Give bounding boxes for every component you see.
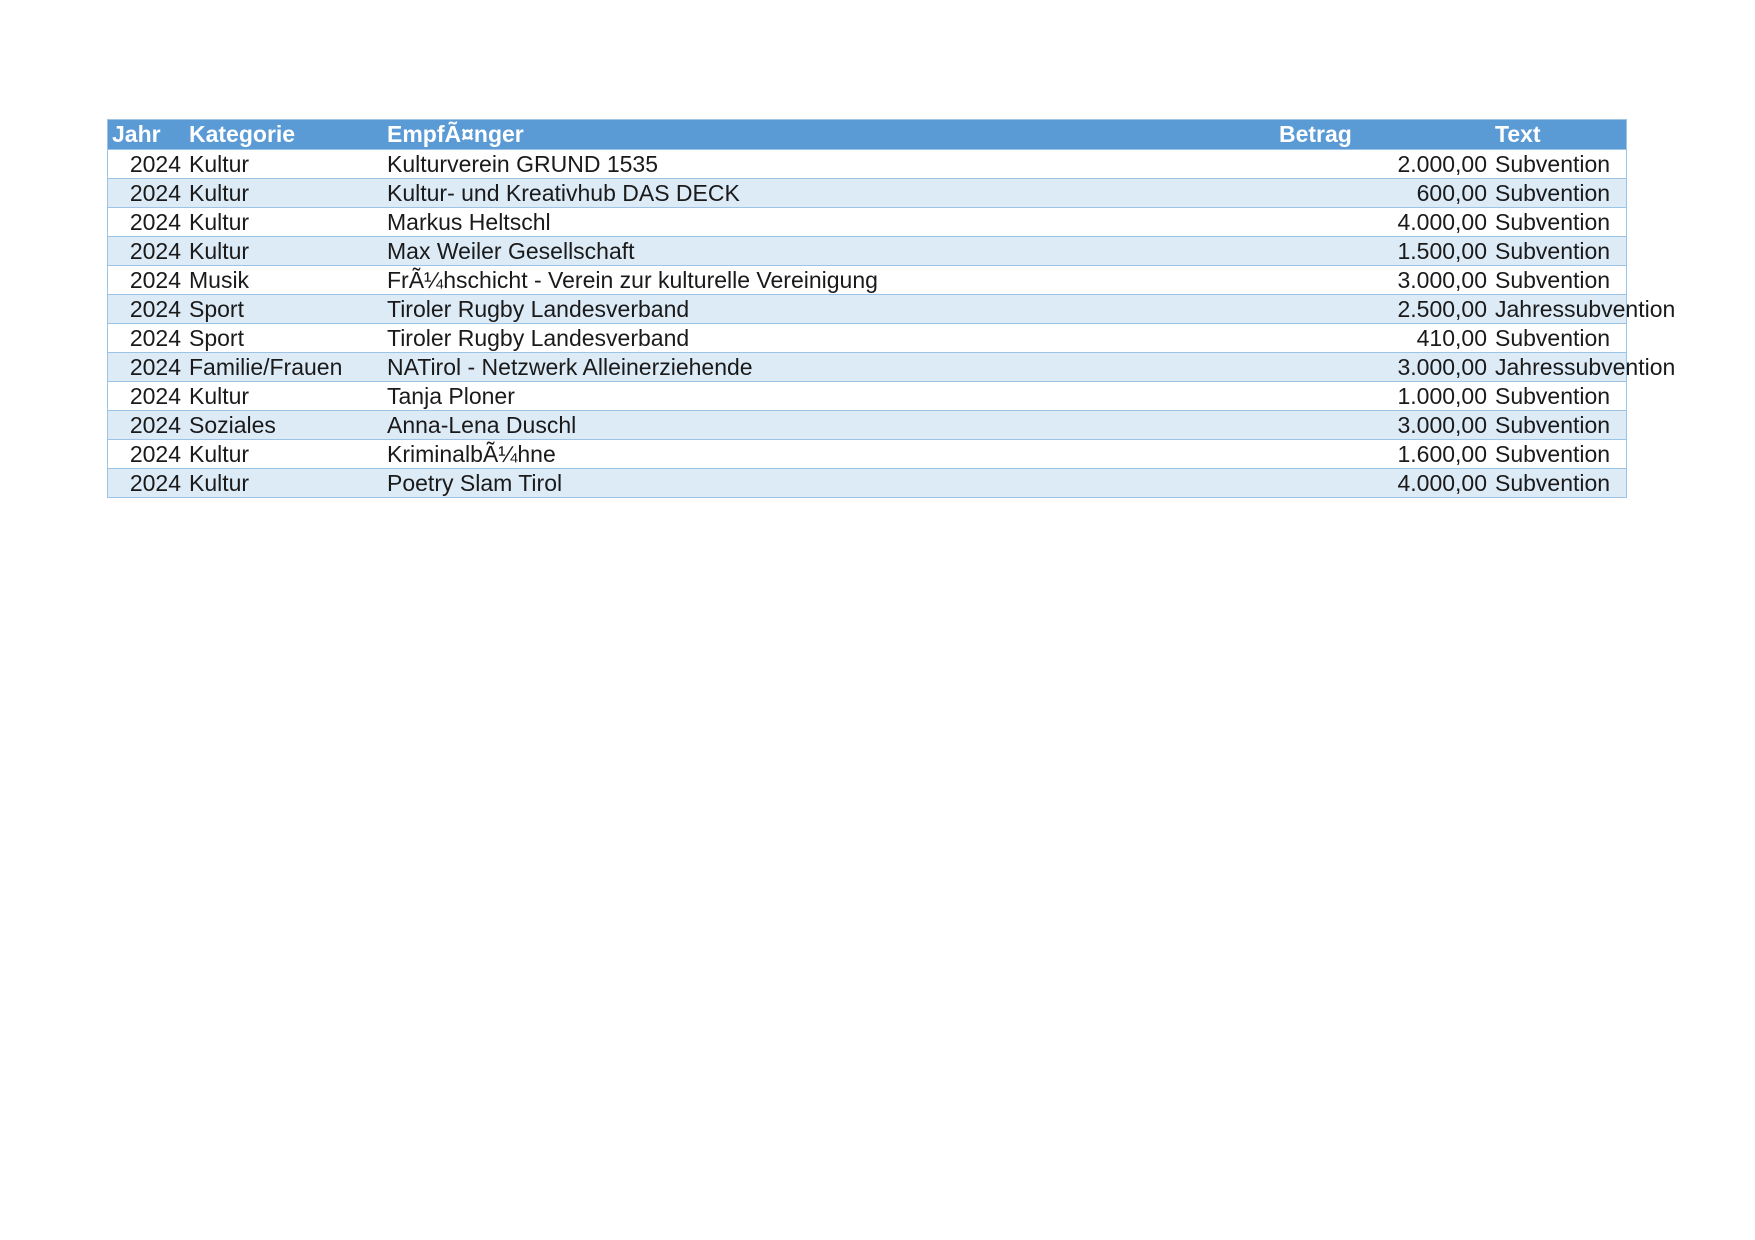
cell-kategorie: Kultur xyxy=(185,150,383,179)
cell-betrag: 3.000,00 xyxy=(1243,411,1491,440)
cell-text: Jahressubvention xyxy=(1491,353,1626,382)
header-jahr: Jahr xyxy=(108,120,185,150)
cell-text: Subvention xyxy=(1491,237,1626,266)
table-row xyxy=(108,237,1626,266)
table-row xyxy=(108,469,1626,498)
cell-text: Subvention xyxy=(1491,179,1626,208)
cell-jahr: 2024 xyxy=(108,353,185,382)
cell-betrag: 2.500,00 xyxy=(1243,295,1491,324)
table-row xyxy=(108,324,1626,353)
cell-betrag: 2.000,00 xyxy=(1243,150,1491,179)
cell-empfaenger: Markus Heltschl xyxy=(383,208,1243,237)
cell-kategorie: Soziales xyxy=(185,411,383,440)
cell-jahr: 2024 xyxy=(108,266,185,295)
cell-text: Subvention xyxy=(1491,150,1626,179)
cell-kategorie: Sport xyxy=(185,324,383,353)
cell-kategorie: Familie/Frauen xyxy=(185,353,383,382)
cell-kategorie: Kultur xyxy=(185,469,383,498)
cell-text: Subvention xyxy=(1491,208,1626,237)
cell-jahr: 2024 xyxy=(108,237,185,266)
cell-jahr: 2024 xyxy=(108,469,185,498)
cell-kategorie: Sport xyxy=(185,295,383,324)
table-row xyxy=(108,440,1626,469)
cell-betrag: 1.500,00 xyxy=(1243,237,1491,266)
cell-kategorie: Kultur xyxy=(185,382,383,411)
cell-text: Subvention xyxy=(1491,382,1626,411)
cell-jahr: 2024 xyxy=(108,208,185,237)
cell-empfaenger: Kulturverein GRUND 1535 xyxy=(383,150,1243,179)
cell-text: Subvention xyxy=(1491,324,1626,353)
table-row xyxy=(108,150,1626,179)
cell-betrag: 3.000,00 xyxy=(1243,266,1491,295)
cell-empfaenger: Poetry Slam Tirol xyxy=(383,469,1243,498)
table-header-row xyxy=(108,120,1626,150)
cell-empfaenger: NATirol - Netzwerk Alleinerziehende xyxy=(383,353,1243,382)
cell-betrag: 3.000,00 xyxy=(1243,353,1491,382)
cell-jahr: 2024 xyxy=(108,179,185,208)
header-text: Text xyxy=(1491,120,1626,150)
cell-betrag: 4.000,00 xyxy=(1243,469,1491,498)
cell-text: Subvention xyxy=(1491,266,1626,295)
subsidy-table xyxy=(108,120,1676,497)
cell-betrag: 1.600,00 xyxy=(1243,440,1491,469)
table-row xyxy=(108,179,1626,208)
cell-kategorie: Kultur xyxy=(185,440,383,469)
header-kategorie: Kategorie xyxy=(185,120,383,150)
cell-jahr: 2024 xyxy=(108,411,185,440)
cell-kategorie: Kultur xyxy=(185,208,383,237)
cell-kategorie: Kultur xyxy=(185,237,383,266)
table-row xyxy=(108,295,1626,324)
cell-betrag: 410,00 xyxy=(1243,324,1491,353)
cell-text: Subvention xyxy=(1491,469,1626,498)
table-row xyxy=(108,382,1626,411)
table-row xyxy=(108,411,1626,440)
cell-betrag: 600,00 xyxy=(1243,179,1491,208)
cell-jahr: 2024 xyxy=(108,382,185,411)
subsidy-table-container xyxy=(107,119,1676,498)
cell-text: Subvention xyxy=(1491,411,1626,440)
cell-betrag: 4.000,00 xyxy=(1243,208,1491,237)
cell-kategorie: Musik xyxy=(185,266,383,295)
cell-jahr: 2024 xyxy=(108,295,185,324)
cell-kategorie: Kultur xyxy=(185,179,383,208)
cell-text: Subvention xyxy=(1491,440,1626,469)
cell-betrag: 1.000,00 xyxy=(1243,382,1491,411)
cell-jahr: 2024 xyxy=(108,440,185,469)
header-betrag: Betrag xyxy=(1243,120,1491,150)
table-row xyxy=(108,353,1626,382)
cell-empfaenger: Tanja Ploner xyxy=(383,382,1243,411)
cell-text: Jahressubvention xyxy=(1491,295,1626,324)
cell-jahr: 2024 xyxy=(108,150,185,179)
cell-empfaenger: Tiroler Rugby Landesverband xyxy=(383,295,1243,324)
cell-empfaenger: FrÃ¼hschicht - Verein zur kulturelle Vereinigung xyxy=(383,266,1243,295)
table-row xyxy=(108,266,1626,295)
cell-jahr: 2024 xyxy=(108,324,185,353)
cell-empfaenger: KriminalbÃ¼hne xyxy=(383,440,1243,469)
cell-empfaenger: Tiroler Rugby Landesverband xyxy=(383,324,1243,353)
cell-empfaenger: Anna-Lena Duschl xyxy=(383,411,1243,440)
cell-empfaenger: Kultur- und Kreativhub DAS DECK xyxy=(383,179,1243,208)
table-row xyxy=(108,208,1626,237)
header-empfaenger: EmpfÃ¤nger xyxy=(383,120,1243,150)
cell-empfaenger: Max Weiler Gesellschaft xyxy=(383,237,1243,266)
